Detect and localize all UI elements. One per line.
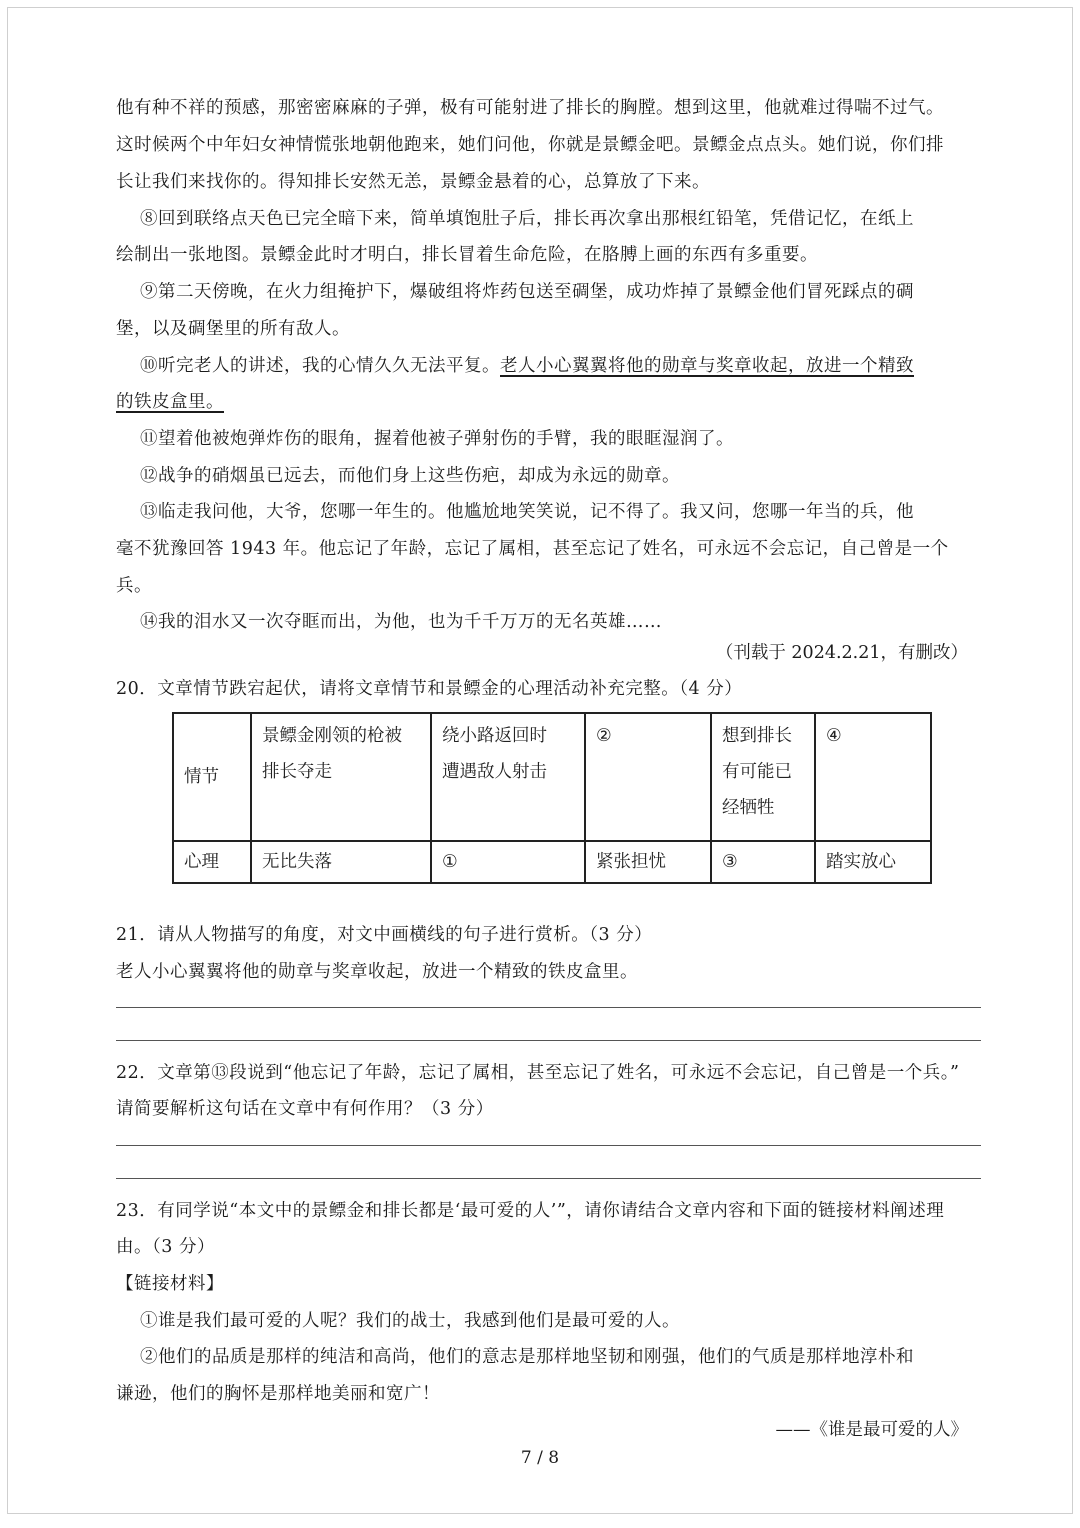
paragraph-10-lead: ⑩听完老人的讲述，我的心情久久无法平复。 — [140, 356, 500, 376]
underlined-sentence-end: 的铁皮盒里。 — [116, 392, 224, 412]
answer-line[interactable] — [116, 1040, 981, 1041]
mind-cell-2[interactable]: ① — [431, 841, 585, 883]
question-22: 22．文章第⑬段说到“他忘记了年龄，忘记了属相，甚至忘记了姓名，可永远不会忘记，自己曾是一个兵。” — [116, 1063, 960, 1083]
cell-line: ② — [596, 726, 612, 746]
text-line: 请简要解析这句话在文章中有何作用？（3 分） — [116, 1099, 494, 1119]
text-line — [116, 389, 981, 415]
page-number: 7 / 8 — [520, 1448, 560, 1468]
text-line: 毫不犹豫回答 1943 年。他忘记了年龄，忘记了属相，甚至忘记了姓名，可永远不会忘记，自己曾是一个 — [116, 539, 949, 559]
plot-cell-2 — [431, 713, 585, 841]
question-20: 20．文章情节跌宕起伏，请将文章情节和景鳔金的心理活动补充完整。（4 分） — [116, 679, 743, 699]
citation: ——《谁是最可爱的人》 — [775, 1420, 968, 1440]
cell-line: 经牺牲 — [722, 798, 775, 818]
table-row-plot — [173, 713, 931, 841]
plot-cell-4 — [711, 713, 815, 841]
exam-page — [7, 7, 1073, 1514]
text-line: 他有种不祥的预感，那密密麻麻的子弹，极有可能射进了排长的胸膛。想到这里，他就难过得喘不过气。 — [116, 98, 944, 118]
answer-line[interactable] — [116, 1178, 981, 1179]
mind-cell-4[interactable]: ③ — [711, 841, 815, 883]
table-row-mind — [173, 841, 931, 883]
question-21-quote: 老人小心翼翼将他的勋章与奖章收起，放进一个精致的铁皮盒里。 — [116, 962, 638, 982]
cell-line: ④ — [826, 726, 842, 746]
plot-cell-1 — [251, 713, 431, 841]
cell-line: 遭遇敌人射击 — [442, 762, 547, 782]
row-label-mind: 心理 — [173, 841, 251, 883]
text-line: 兵。 — [116, 576, 152, 596]
cell-line: 绕小路返回时 — [442, 726, 547, 746]
answer-line[interactable] — [116, 1007, 981, 1008]
plot-psychology-table — [172, 712, 932, 884]
text-line: 堡，以及碉堡里的所有敌人。 — [116, 319, 350, 339]
cell-line: 有可能已 — [722, 762, 792, 782]
answer-line[interactable] — [116, 1145, 981, 1146]
cell-line: 景鳔金刚领的枪被 — [262, 726, 402, 746]
paragraph-9: ⑨第二天傍晚，在火力组掩护下，爆破组将炸药包送至碉堡，成功炸掉了景鳔金他们冒死踩点的碉 — [140, 282, 914, 302]
mind-cell-5: 踏实放心 — [815, 841, 931, 883]
paragraph-8: ⑧回到联络点天色已完全暗下来，简单填饱肚子后，排长再次拿出那根红铅笔，凭借记忆，在纸上 — [140, 209, 914, 229]
mind-cell-3: 紧张担忧 — [585, 841, 711, 883]
mind-cell-1: 无比失落 — [251, 841, 431, 883]
text-line: 这时候两个中年妇女神情慌张地朝他跑来，她们问他，你就是景鳔金吧。景鳔金点点头。她们说，你们排 — [116, 135, 944, 155]
material-item-1: ①谁是我们最可爱的人呢？我们的战士，我感到他们是最可爱的人。 — [140, 1311, 680, 1331]
text-line: 由。（3 分） — [116, 1237, 215, 1257]
text-line: 绘制出一张地图。景鳔金此时才明白，排长冒着生命危险，在胳膊上画的东西有多重要。 — [116, 245, 818, 265]
plot-cell-3[interactable] — [585, 713, 711, 841]
paragraph-11: ⑪望着他被炮弹炸伤的眼角，握着他被子弹射伤的手臂，我的眼眶湿润了。 — [140, 429, 734, 449]
paragraph-13: ⑬临走我问他，大爷，您哪一年生的。他尴尬地笑笑说，记不得了。我又问，您哪一年当的兵，他 — [140, 502, 914, 522]
paragraph-10 — [140, 353, 981, 379]
question-21: 21．请从人物描写的角度，对文中画横线的句子进行赏析。（3 分） — [116, 925, 653, 945]
question-23: 23．有同学说“本文中的景鳔金和排长都是‘最可爱的人’”，请你请结合文章内容和下面的链接材料阐述理 — [116, 1201, 945, 1221]
paragraph-12: ⑫战争的硝烟虽已远去，而他们身上这些伤疤，却成为永远的勋章。 — [140, 466, 680, 486]
underlined-sentence: 老人小心翼翼将他的勋章与奖章收起，放进一个精致 — [500, 356, 914, 376]
plot-cell-5[interactable] — [815, 713, 931, 841]
row-label-plot: 情节 — [173, 713, 251, 841]
material-item-2: ②他们的品质是那样的纯洁和高尚，他们的意志是那样地坚韧和刚强，他们的气质是那样地淳朴和 — [140, 1347, 914, 1367]
cell-line: 排长夺走 — [262, 762, 332, 782]
text-line: 长让我们来找你的。得知排长安然无恙，景鳔金悬着的心，总算放了下来。 — [116, 172, 710, 192]
paragraph-14: ⑭我的泪水又一次夺眶而出，为他，也为千千万万的无名英雄…… — [140, 612, 662, 632]
source-note: （刊载于 2024.2.21，有删改） — [715, 643, 968, 663]
material-title: 【链接材料】 — [116, 1274, 224, 1294]
cell-line: 想到排长 — [722, 726, 792, 746]
text-line: 谦逊，他们的胸怀是那样地美丽和宽广！ — [116, 1384, 440, 1404]
